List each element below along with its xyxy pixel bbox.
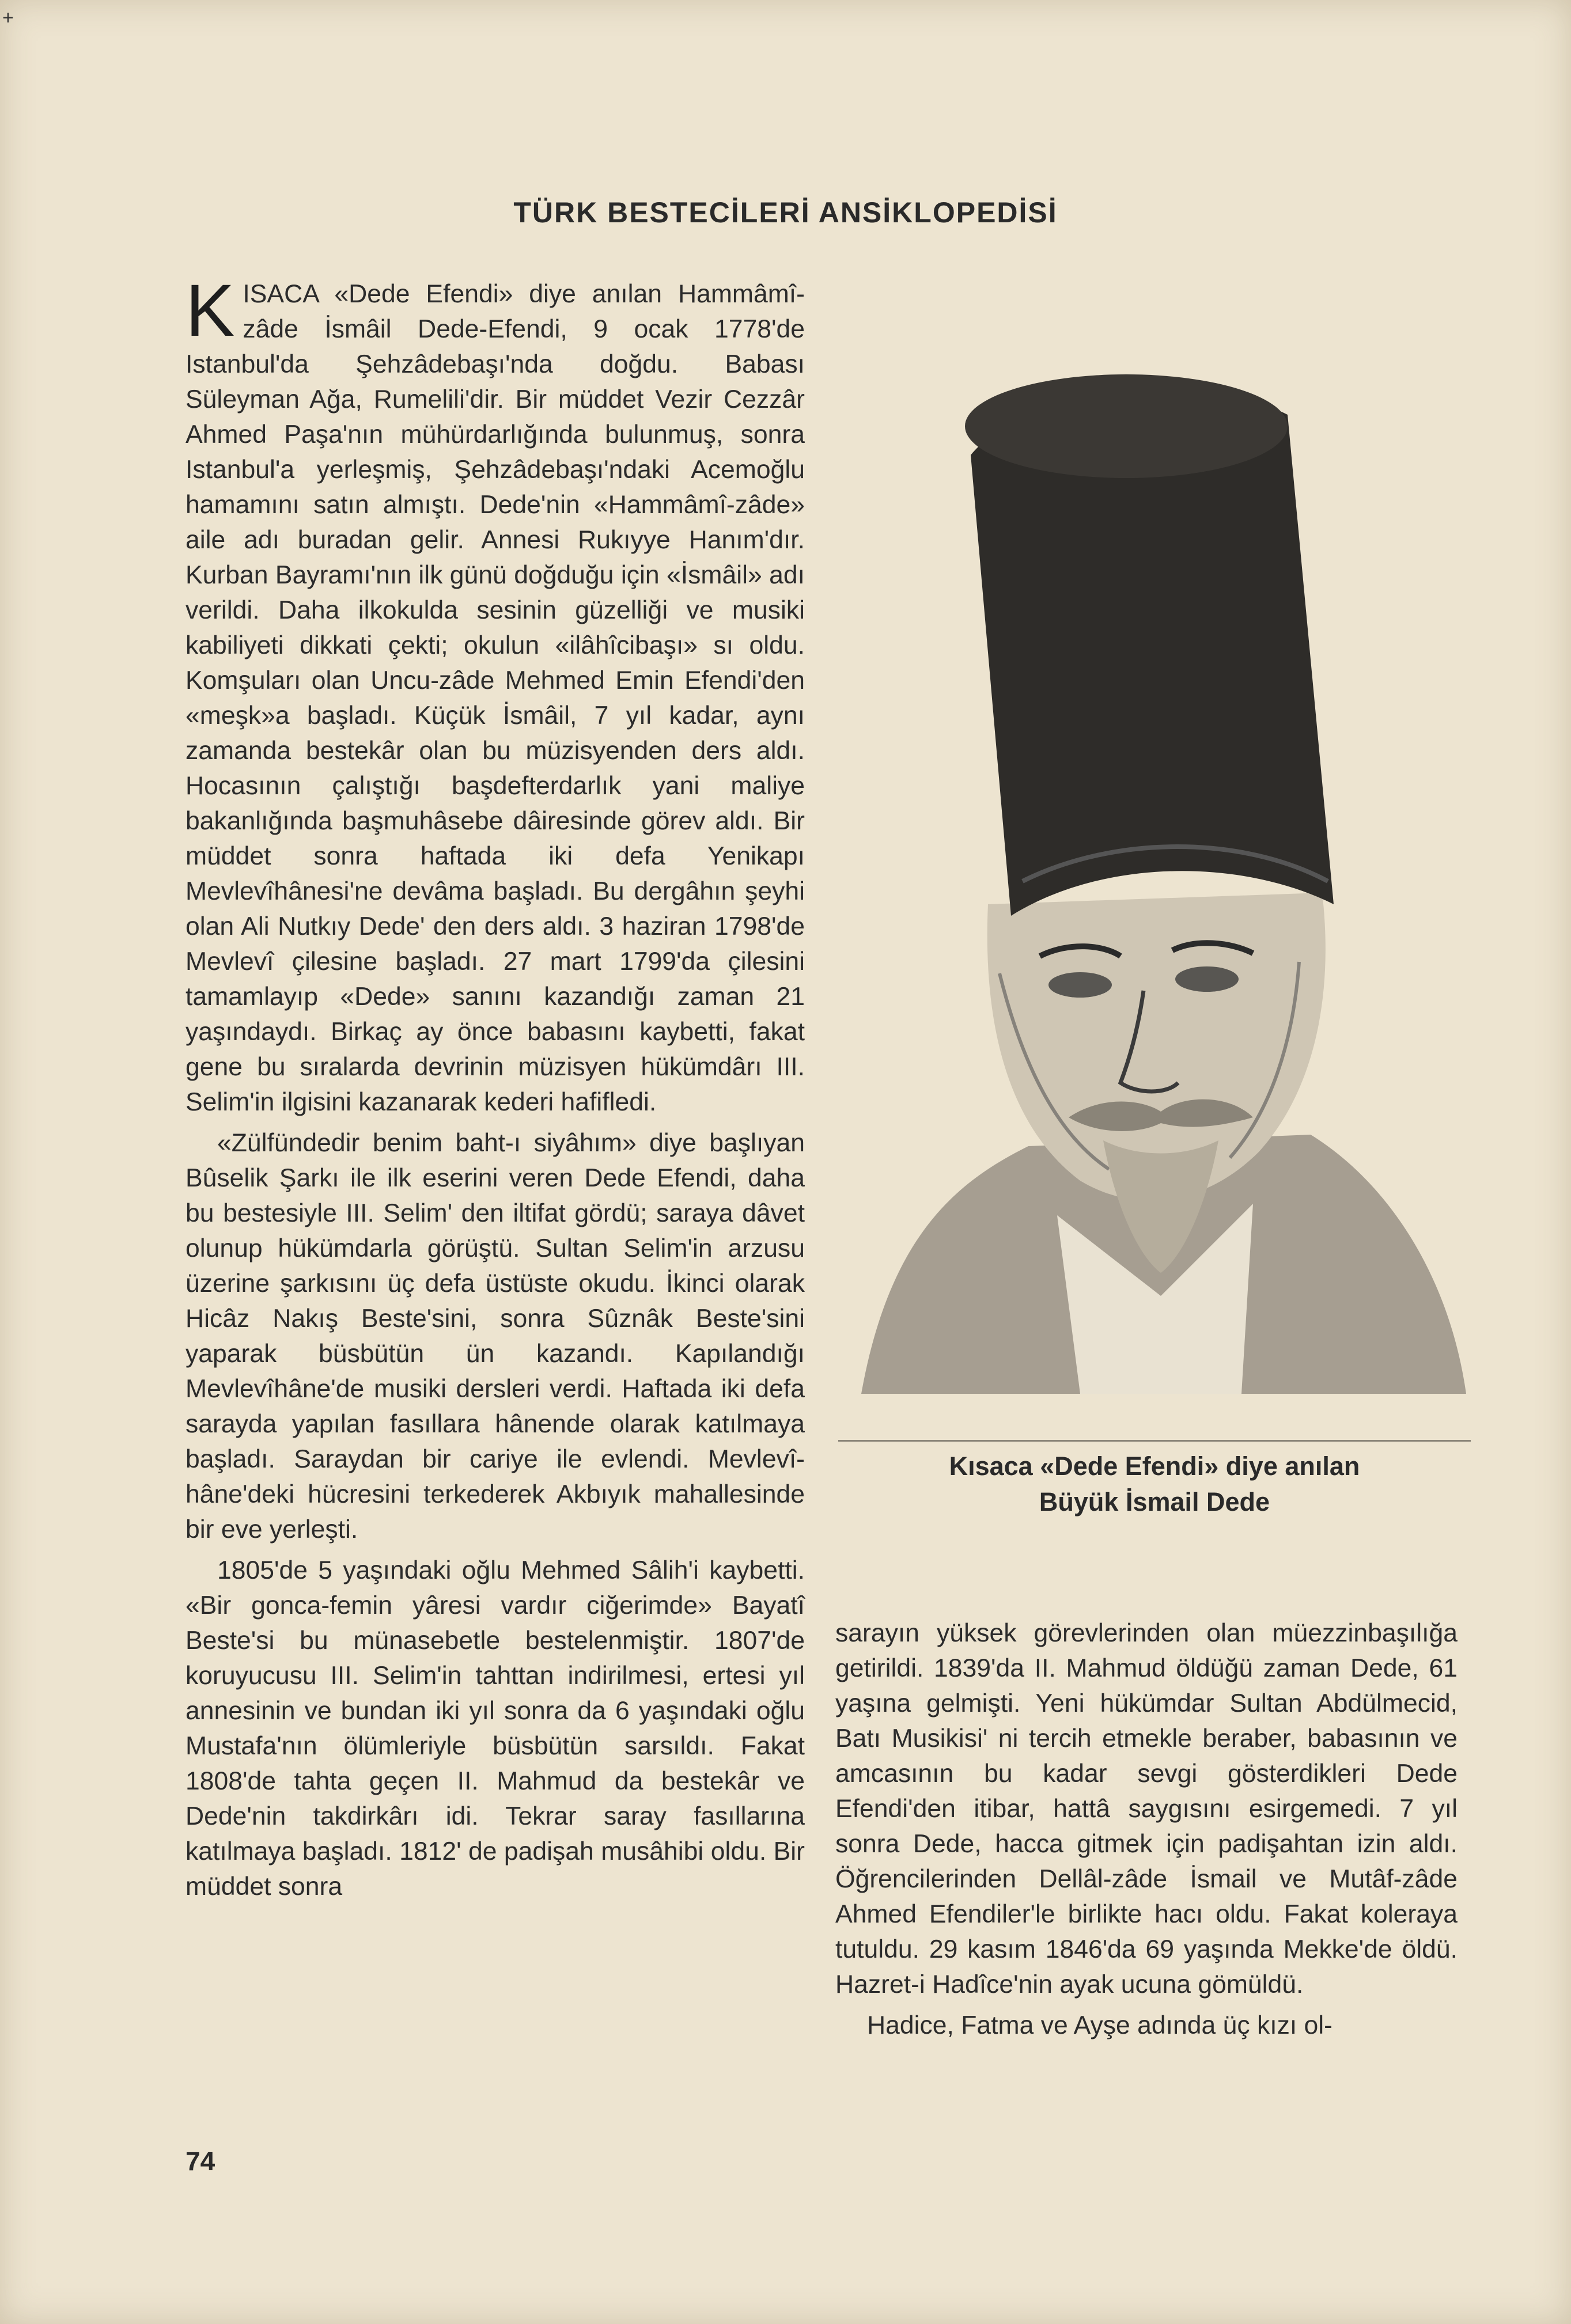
right-column	[835, 1616, 1458, 2049]
portrait-illustration	[838, 282, 1471, 1442]
corner-mark: +	[2, 7, 14, 29]
portrait-caption	[838, 1449, 1471, 1520]
paragraph-2: «Zülfündedir benim baht-ı siyâhım» diye başlıyan Bûselik Şarkı ile ilk eserini veren Dede Efendi, daha bu bestesiyle III. Selim' den iltifat gördü; saraya dâvet olunup hükümdarla görüştü. Sultan Selim'in arzusu üzerine şarkısını üç defa üstüste okudu. İkinci olarak Hicâz Nakış Beste'sini, sonra Sûznâk Beste'sini yaparak büsbütün ün kazandı. Kapılandığı Mevlevîhâne'de musiki dersleri verdi. Haftada iki defa sarayda yapılan fasıllara hânende olarak katılmaya başladı. Saraydan bir cariye ile evlendi. Mevlevî-hâne'deki hücresini terkederek Akbıyık mahallesinde bir eve yerleşti.	[186, 1129, 805, 1544]
caption-line-1: Kısaca «Dede Efendi» diye anılan	[949, 1451, 1360, 1481]
paragraph-1	[186, 270, 805, 1120]
drop-cap: K	[186, 270, 235, 352]
page-header: TÜRK BESTECİLERİ ANSİKLOPEDİSİ	[513, 196, 1058, 229]
caption-line-2: Büyük İsmail Dede	[1039, 1487, 1270, 1517]
paragraph-3: 1805'de 5 yaşındaki oğlu Mehmed Sâlih'i kaybetti. «Bir gonca-femin yâresi vardır ciğerimde» Bayatî Beste'si bu münasebetle bestelenmiştir. 1807'de koruyucusu III. Selim'in tahttan indirilmesi, ertesi yıl annesinin ve bundan iki yıl sonra da 6 yaşındaki oğlu Mustafa'nın ölümleriyle büsbütün sarsıldı. Fakat 1808'de tahta geçen II. Mahmud da bestekâr ve Dede'nin takdirkârı idi. Tekrar saray fasıllarına katılmaya başladı. 1812' de padişah musâhibi oldu. Bir müddet sonra	[186, 1556, 805, 1901]
page-number: 74	[186, 2146, 215, 2176]
left-column	[186, 270, 805, 1910]
portrait-drawing	[838, 282, 1471, 1440]
paragraph-1-text: ISACA «Dede Efendi» diye anılan Hammâmî-zâde İsmâil Dede-Efendi, 9 ocak 1778'de Istanbul'da Şehzâdebaşı'nda doğdu. Babası Süleyman Ağa, Rumelili'dir. Bir müddet Vezir Cezzâr Ahmed Paşa'nın mühürdarlığında bulunmuş, sonra Istanbul'a yerleşmiş, Şehzâdebaşı'ndaki Acemoğlu hamamını satın almıştı. Dede'nin «Hammâmî-zâde» aile adı buradan gelir. Annesi Rukıyye Hanım'dır. Kurban Bayramı'nın ilk günü doğduğu için «İsmâil» adı verildi. Daha ilkokulda sesinin güzelliği ve musiki kabiliyeti dikkati çekti; okulun «ilâhîcibaşı» sı oldu. Komşuları olan Uncu-zâde Mehmed Emin Efendi'den «meşk»a başladı. Küçük İsmâil, 7 yıl kadar, aynı zamanda bestekâr olan bu müzisyenden ders aldı. Hocasının çalıştığı başdefterdarlık yani maliye bakanlığında başmuhâsebe dâiresinde görev aldı. Bir müddet sonra haftada iki defa Yenikapı Mevlevîhânesi'ne devâma başladı. Bu dergâhın şeyhi olan Ali Nutkıy Dede' den ders aldı. 3 haziran 1798'de Mevlevî çilesine başladı. 27 mart 1799'da çilesini tamamlayıp «Dede» sanını kazandığı zaman 21 yaşındaydı. Birkaç ay önce babasını kaybetti, fakat gene bu sıralarda devrinin müzisyen hükümdârı III. Selim'in ilgisini kazanarak kederi hafifledi.	[186, 280, 805, 1116]
paragraph-5: Hadice, Fatma ve Ayşe adında üç kızı ol-	[867, 2011, 1332, 2039]
paragraph-4: sarayın yüksek görevlerinden olan müezzinbaşılığa getirildi. 1839'da II. Mahmud öldüğü zaman Dede, 61 yaşına gelmişti. Yeni hükümdar Sultan Abdülmecid, Batı Musikisi' ni tercih etmekle beraber, babasının ve amcasının bu kadar sevgi gösterdikleri Dede Efendi'den itibar, hattâ saygısını esirgemedi. 7 yıl sonra Dede, hacca gitmek için padişahtan izin aldı. Öğrencilerinden Dellâl-zâde İsmail ve Mutâf-zâde Ahmed Efendiler'le birlikte hacı oldu. Fakat koleraya tutuldu. 29 kasım 1846'da 69 yaşında Mekke'de öldü. Hazret-i Hadîce'nin ayak ucuna gömüldü.	[835, 1619, 1458, 1999]
